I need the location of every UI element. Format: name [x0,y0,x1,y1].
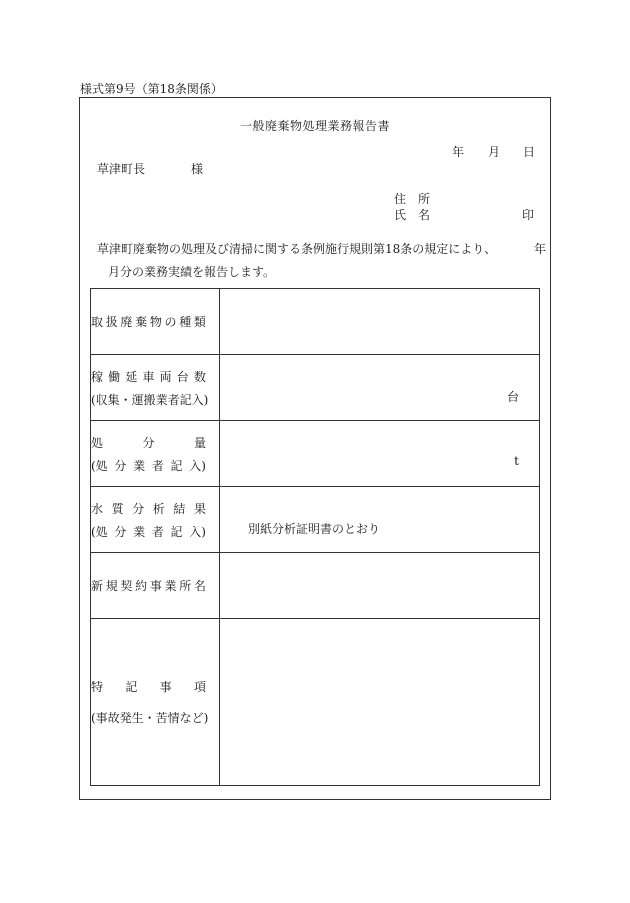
row-label-new-contracts [91,553,220,619]
label-char: 者 [151,458,164,473]
unit-label-vehicles: 台 [506,389,519,404]
label-char: 数 [193,369,206,384]
label-char: 事 [159,680,172,694]
label-char: (処 [91,524,108,539]
date-day-label: 日 [523,145,536,159]
label-char: 約 [135,579,148,593]
value-cell-special-notes[interactable] [220,619,540,786]
row-label-disposal-amount [91,421,220,487]
table-row [91,487,540,553]
label-char: 果 [193,501,206,516]
body-text-line1: 草津町廃棄物の処理及び清掃に関する条例施行規則第18条の規定により、 [97,242,497,256]
label-char: 廃 [120,315,133,329]
label-char: 特 [91,680,104,694]
addressee [97,160,203,177]
label-char: 分 [114,458,127,473]
row-label-waste-type [91,289,220,355]
label-char: 新 [91,579,104,593]
value-cell-disposal-amount[interactable] [220,421,540,487]
label-char: 働 [108,369,121,384]
row-sublabel: (事故発生・苦情など) [91,711,209,725]
seal-mark: 印 [522,208,535,222]
body-text-line2: 月分の業務実績を報告します。 [108,265,276,279]
label-char: 入) [189,458,206,473]
value-cell-new-contracts[interactable] [220,553,540,619]
unit-label-tons: t [514,453,519,468]
label-char: 稼 [91,369,104,384]
label-char: 項 [193,680,206,694]
table-row [91,289,540,355]
label-char: 記 [170,524,183,539]
label-char: 名 [193,579,206,593]
row-label-vehicle-count [91,355,220,421]
label-char: 業 [133,524,146,539]
honorific: 様 [191,162,204,176]
label-char: 処 [91,435,104,450]
row-label-special-notes [91,619,220,786]
label-char: 延 [125,369,138,384]
label-char: 扱 [105,315,118,329]
row-sublabel: (収集・運搬業者記入) [91,392,209,407]
label-char: 棄 [135,315,148,329]
table-row [91,421,540,487]
document-title: 一般廃棄物処理業務報告書 [239,119,390,133]
value-cell-waste-type[interactable] [220,289,540,355]
date-year-label: 年 [452,145,465,159]
label-char: 業 [133,458,146,473]
label-char: 結 [173,501,186,516]
table-row [91,553,540,619]
label-char: (処 [91,458,108,473]
label-char: の [164,315,177,329]
label-char: 事 [149,579,162,593]
label-char: 類 [193,315,206,329]
analysis-note: 別紙分析証明書のとおり [248,521,381,536]
label-char: 水 [91,501,104,516]
row-label-water-analysis [91,487,220,553]
label-char: 記 [170,458,183,473]
label-char: 記 [125,680,138,694]
body-year-label: 年 [534,242,547,256]
label-char: 析 [152,501,165,516]
name-label: 氏 名 [394,208,431,222]
report-table [90,288,540,786]
label-char: 物 [149,315,162,329]
label-char: 契 [120,579,133,593]
label-char: 業 [164,579,177,593]
label-char: 分 [132,501,145,516]
addressee-name: 草津町長 [97,162,146,176]
label-char: 質 [111,501,124,516]
label-char: 量 [193,435,206,450]
form-number-label: 様式第9号（第18条関係） [80,82,223,96]
label-char: 分 [142,435,155,450]
label-char: 取 [91,315,104,329]
table-row [91,355,540,421]
date-month-label: 月 [488,145,501,159]
label-char: 台 [176,369,189,384]
label-char: 者 [151,524,164,539]
value-cell-water-analysis[interactable] [220,487,540,553]
label-char: 入) [189,524,206,539]
table-row [91,619,540,786]
label-char: 車 [142,369,155,384]
label-char: 所 [179,579,192,593]
label-char: 種 [179,315,192,329]
address-label: 住 所 [394,192,431,206]
value-cell-vehicle-count[interactable] [220,355,540,421]
label-char: 両 [159,369,172,384]
label-char: 分 [114,524,127,539]
label-char: 規 [105,579,118,593]
